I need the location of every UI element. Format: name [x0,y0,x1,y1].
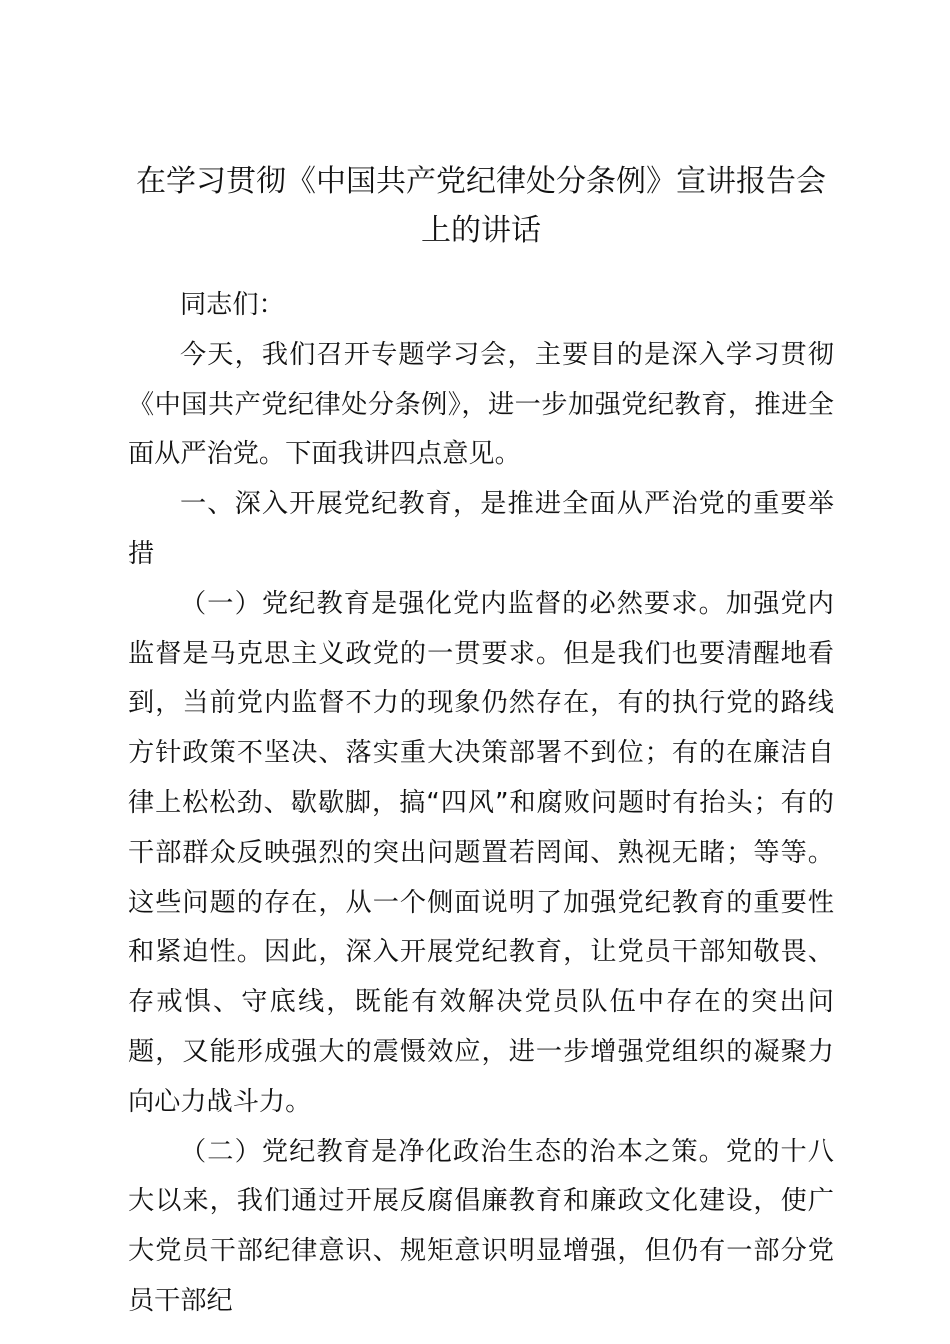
document-title: 在学习贯彻《中国共产党纪律处分条例》宣讲报告会上的讲话 [136,164,826,248]
document-body [128,281,834,1327]
paragraph-intro: 今天，我们召开专题学习会，主要目的是深入学习贯彻《中国共产党纪律处分条例》，进一步加强党纪教育，推进全面从严治党。下面我讲四点意见。 [128,339,834,470]
paragraph-subsection-1: （一）党纪教育是强化党内监督的必然要求。加强党内监督是马克思主义政党的一贯要求。但是我们也要清醒地看到，当前党内监督不力的现象仍然存在，有的执行党的路线方针政策不坚决、落实重大决策部署不到位；有的在廉洁自律上松松劲、歇歇脚，搞“四风”和腐败问题时有抬头；有的干部群众反映强烈的突出问题置若罔闻、熟视无睹；等等。这些问题的存在，从一个侧面说明了加强党纪教育的重要性和紧迫性。因此，深入开展党纪教育，让党员干部知敬畏、存戒惧、守底线，既能有效解决党员队伍中存在的突出问题，又能形成强大的震慑效应，进一步增强党组织的凝聚力向心力战斗力。 [128,588,834,1117]
section-heading-1: 一、深入开展党纪教育，是推进全面从严治党的重要举措 [128,489,834,569]
paragraph-subsection-2: （二）党纪教育是净化政治生态的治本之策。党的十八大以来，我们通过开展反腐倡廉教育和廉政文化建设，使广大党员干部纪律意识、规矩意识明显增强，但仍有一部分党员干部纪 [128,1136,834,1316]
salutation: 同志们： [180,290,285,320]
